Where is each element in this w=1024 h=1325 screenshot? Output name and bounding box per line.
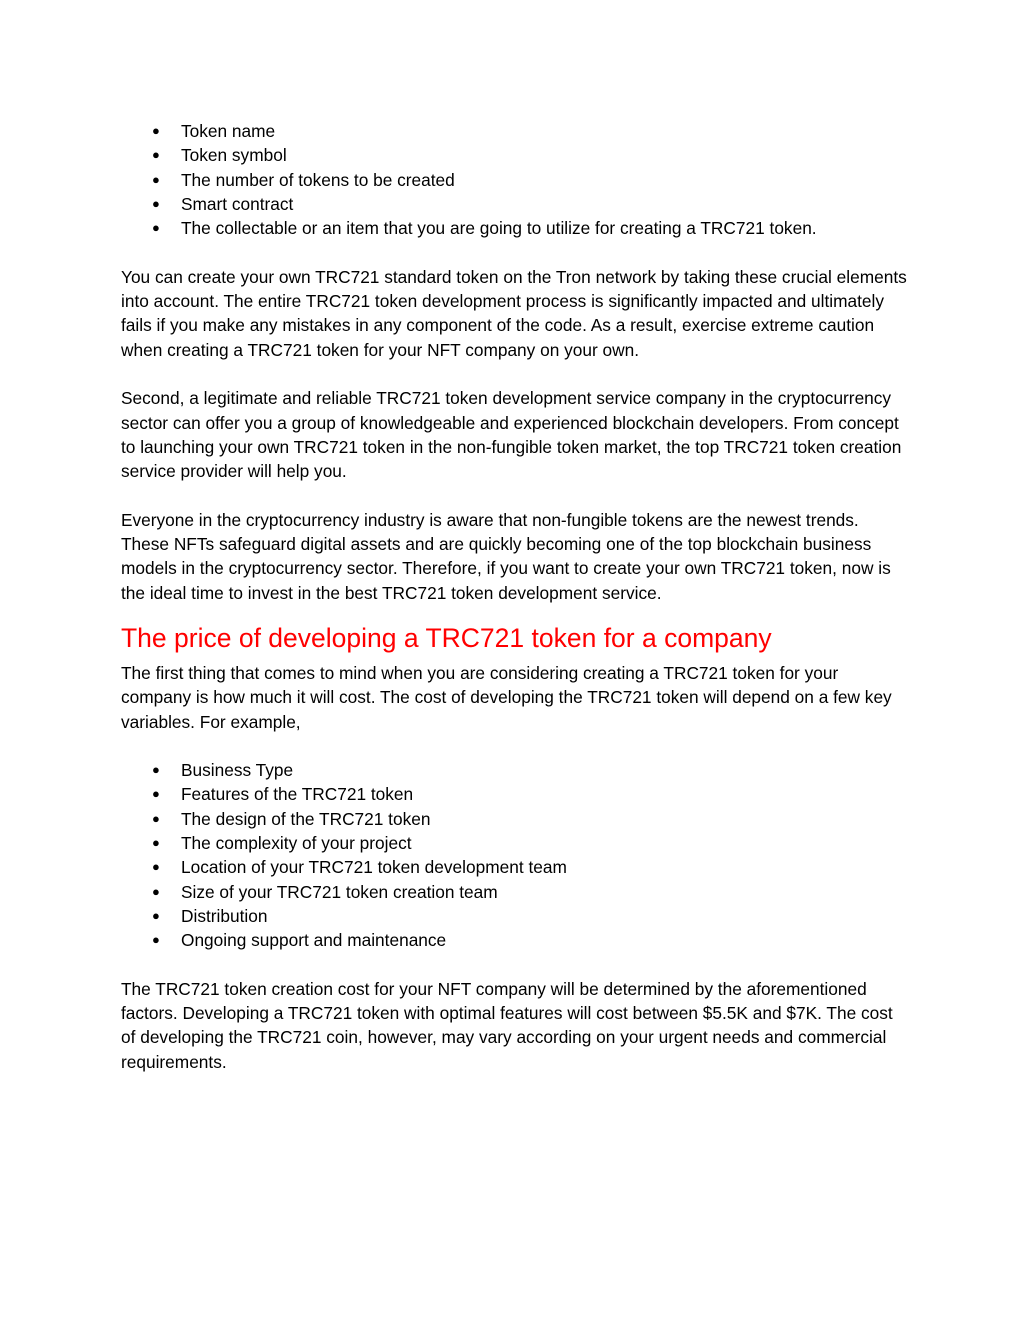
bullet-icon: ● [152, 123, 160, 138]
document-page [121, 119, 911, 1074]
bullet-icon: ● [152, 171, 160, 187]
list-item: ● The number of tokens to be created [121, 168, 911, 192]
list-item: ● Business Type [121, 758, 911, 782]
bullet-icon: ● [152, 195, 160, 211]
token-elements-list [121, 119, 911, 240]
bullet-icon: ● [152, 883, 160, 899]
bullet-icon: ● [152, 835, 160, 851]
bullet-icon: ● [152, 932, 160, 948]
list-item: ● Location of your TRC721 token development team [121, 855, 911, 879]
list-item: ● Token symbol [121, 143, 911, 167]
spacer [121, 240, 911, 264]
bullet-icon: ● [152, 220, 160, 236]
list-item: ● Size of your TRC721 token creation team [121, 880, 911, 904]
paragraph-service-company: Second, a legitimate and reliable TRC721 token development service company in the cryptocurrency sector can offer you a group of knowledgeable and experienced blockchain developers. From concept to launching your own TRC721 token in the non-fungible token market, the top TRC721 token creation service provider will help you. [121, 388, 902, 482]
list-item: ● Ongoing support and maintenance [121, 928, 911, 952]
bullet-icon: ● [152, 762, 160, 778]
list-item: ● Smart contract [121, 192, 911, 216]
spacer [121, 362, 911, 386]
spacer [121, 483, 911, 507]
bullet-icon: ● [152, 907, 160, 923]
bullet-icon: ● [152, 810, 160, 826]
spacer [121, 734, 911, 758]
cost-factors-list [121, 758, 911, 952]
list-item: ● Token name [121, 119, 911, 143]
paragraph-nft-trends: Everyone in the cryptocurrency industry is aware that non-fungible tokens are the newest trends. These NFTs safeguard digital assets and are quickly becoming one of the top blockchain business models in the cryptocurrency sector. Therefore, if you want to create your own TRC721 token, now is the ideal time to invest in the best TRC721 token development service. [121, 509, 891, 603]
bullet-icon: ● [152, 859, 160, 875]
list-item: ● Distribution [121, 904, 911, 928]
paragraph-crucial-elements: You can create your own TRC721 standard token on the Tron network by taking these crucial elements into account. The entire TRC721 token development process is significantly impacted and ultimately fails if you make any mistakes in any component of the code. As a result, exercise extreme caution when creating a TRC721 token for your NFT company on your own. [121, 266, 907, 360]
section-heading: The price of developing a TRC721 token for a company [121, 622, 772, 653]
paragraph-cost-intro: The first thing that comes to mind when you are considering creating a TRC721 token for your company is how much it will cost. The cost of developing the TRC721 token will depend on a few key variables. For example, [121, 662, 892, 732]
list-item: ● The complexity of your project [121, 831, 911, 855]
list-item: ● Features of the TRC721 token [121, 782, 911, 806]
list-item: ● The design of the TRC721 token [121, 807, 911, 831]
paragraph-cost-summary: The TRC721 token creation cost for your NFT company will be determined by the aforementioned factors. Developing a TRC721 token with optimal features will cost between $5.5K and $7K. The cost of developing the TRC721 coin, however, may vary according on your urgent needs and commercial requirements. [121, 978, 893, 1072]
spacer [121, 953, 911, 977]
list-item: ● The collectable or an item that you are going to utilize for creating a TRC721 token. [121, 216, 911, 240]
bullet-icon: ● [152, 786, 160, 802]
bullet-icon: ● [152, 147, 160, 163]
